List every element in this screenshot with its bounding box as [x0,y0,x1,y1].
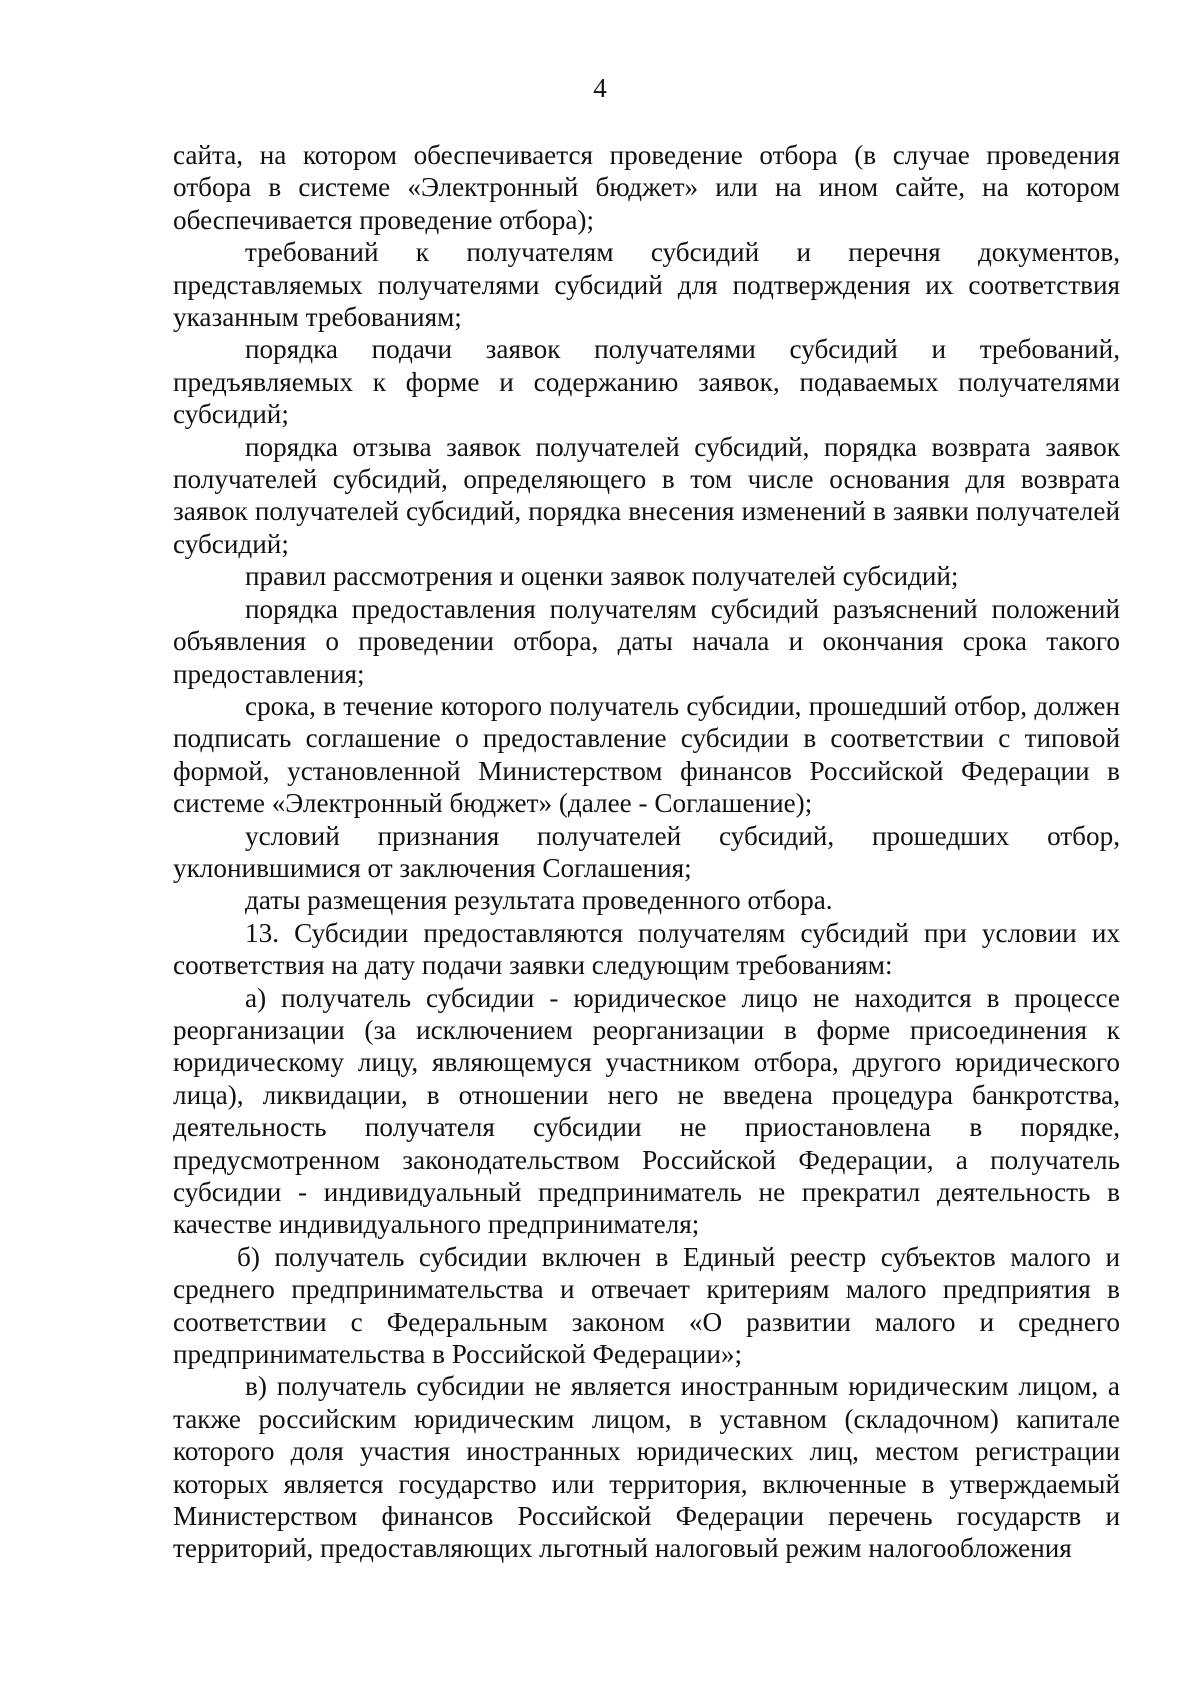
document-body [173,139,1120,1565]
paragraph-review-rules: правил рассмотрения и оценки заявок получателей субсидий; [245,561,959,592]
paragraph-item-a: а) получатель субсидии - юридическое лицо не находится в процессе реорганизации (за исключением реорганизации в форме присоединения к юридическому лицу, являющемуся участником отбора, другого юридического лица), ликвидации, в отношении него не введена процедура банкротства, деятельность получателя субсидии не приостановлена в порядке, предусмотренном законодательством Российской Федерации, а получатель субсидии - индивидуальный предприниматель не прекратил деятельность в качестве индивидуального предпринимателя; [173,982,1120,1240]
paragraph-agreement-deadline: срока, в течение которого получатель субсидии, прошедший отбор, должен подписать соглашение о предоставление субсидии в соответствии с типовой формой, установленной Министерством финансов Российской Федерации в системе «Электронный бюджет» (далее - Соглашение); [173,690,1120,819]
paragraph-section-13: 13. Субсидии предоставляются получателям субсидий при условии их соответствия на дату подачи заявки следующим требованиям: [173,917,1120,981]
paragraph-evasion-conditions: условий признания получателей субсидий, прошедших отбор, уклонившимися от заключения Соглашения; [173,820,1120,883]
paragraph-item-b: б) получатель субсидии включен в Единый реестр субъектов малого и среднего предпринимательства и отвечает критериям малого предприятия в соответствии с Федеральным законом «О развитии малого и среднего предпринимательства в Российской Федерации»; [173,1241,1120,1370]
paragraph-clarifications: порядка предоставления получателям субсидий разъяснений положений объявления о проведении отбора, даты начала и окончания срока такого предоставления; [173,593,1120,689]
paragraph-results-date: даты размещения результата проведенного отбора. [245,885,833,916]
paragraph-application-procedure: порядка подачи заявок получателями субсидий и требований, предъявляемых к форме и содержанию заявок, подаваемых получателями субсидий; [173,334,1120,430]
paragraph-item-v: в) получатель субсидии не является иностранным юридическим лицом, а также российским юридическим лицом, в уставном (складочном) капитале которого доля участия иностранных юридических лиц, местом регистрации которых является государство или территория, включенные в утверждаемый Министерством финансов Российской Федерации перечень государств и территорий, предоставляющих льготный налоговый режим налогообложения [173,1371,1120,1564]
page-number: 4 [593,73,607,103]
paragraph-requirements: требований к получателям субсидий и перечня документов, представляемых получателями субсидий для подтверждения их соответствия указанным требованиям; [173,237,1120,333]
paragraph-withdrawal-procedure: порядка отзыва заявок получателей субсидий, порядка возврата заявок получателей субсидий, определяющего в том числе основания для возврата заявок получателей субсидий, порядка внесения изменений в заявки получателей субсидий; [173,431,1120,559]
paragraph-site-continuation: сайта, на котором обеспечивается проведение отбора (в случае проведения отбора в системе «Электронный бюджет» или на ином сайте, на котором обеспечивается проведение отбора); [173,140,1120,235]
